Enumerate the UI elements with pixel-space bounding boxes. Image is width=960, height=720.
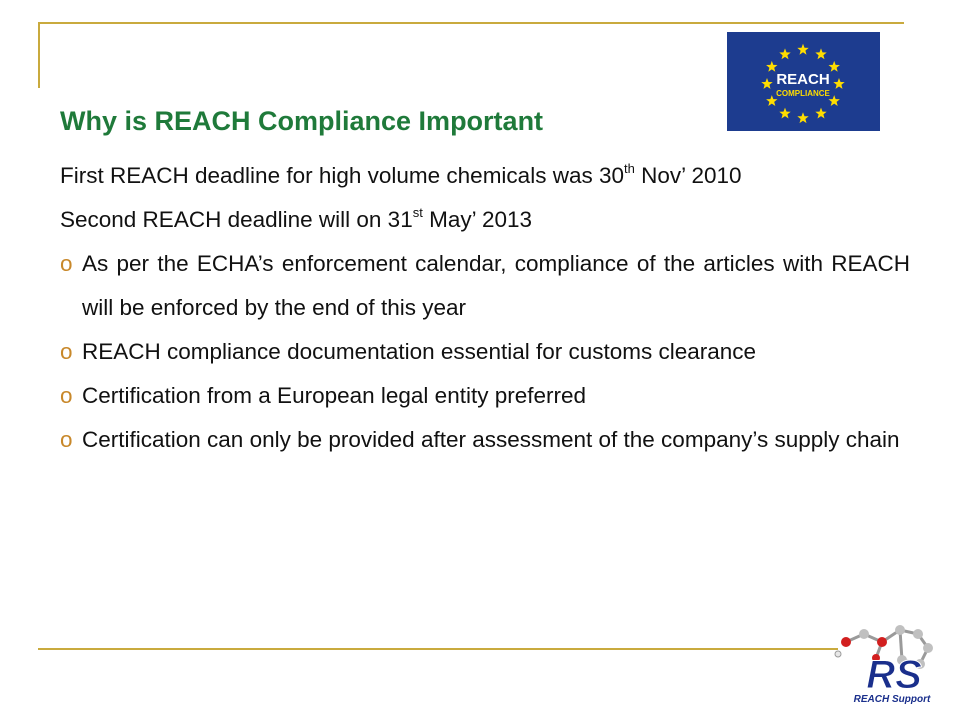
star-icon — [815, 48, 826, 59]
deadline-paragraph-1: First REACH deadline for high volume chemicals was 30th Nov’ 2010 — [60, 160, 742, 188]
slide-content — [60, 154, 910, 462]
star-icon — [779, 108, 790, 119]
star-icon — [797, 112, 808, 123]
bullet-marker: o — [60, 251, 73, 276]
bullet-marker: o — [60, 339, 73, 364]
deadline-paragraph-2: Second REACH deadline will on 31st May’ 2013 — [60, 204, 533, 232]
top-rule — [38, 22, 904, 24]
slide-title: Why is REACH Compliance Important — [60, 106, 544, 136]
star-icon — [833, 78, 844, 89]
bullet-item: o As per the ECHA’s enforcement calendar, compliance of the articles with REACH will be enforced by the end of this year — [60, 242, 910, 330]
star-icon — [829, 95, 840, 106]
bullet-item: o Certification can only be provided after assessment of the company’s supply chain — [60, 418, 910, 462]
reach-support-logo-text: REACH Support — [853, 694, 931, 705]
rs-logo-text: RS — [866, 653, 922, 697]
star-icon — [797, 44, 808, 55]
bullet-marker: o — [60, 383, 73, 408]
reach-logo-text: REACH — [776, 71, 830, 88]
star-icon — [829, 61, 840, 72]
reach-support-logo — [816, 612, 956, 712]
star-icon — [761, 78, 772, 89]
star-icon — [779, 48, 790, 59]
bullet-item: o REACH compliance documentation essential for customs clearance — [60, 330, 910, 374]
bullet-item: o Certification from a European legal entity preferred — [60, 374, 910, 418]
reach-compliance-logo — [727, 32, 880, 131]
bullet-marker: o — [60, 427, 73, 452]
bottom-rule — [38, 648, 838, 650]
left-rule — [38, 22, 40, 88]
compliance-logo-text: COMPLIANCE — [776, 89, 830, 98]
star-icon — [815, 108, 826, 119]
